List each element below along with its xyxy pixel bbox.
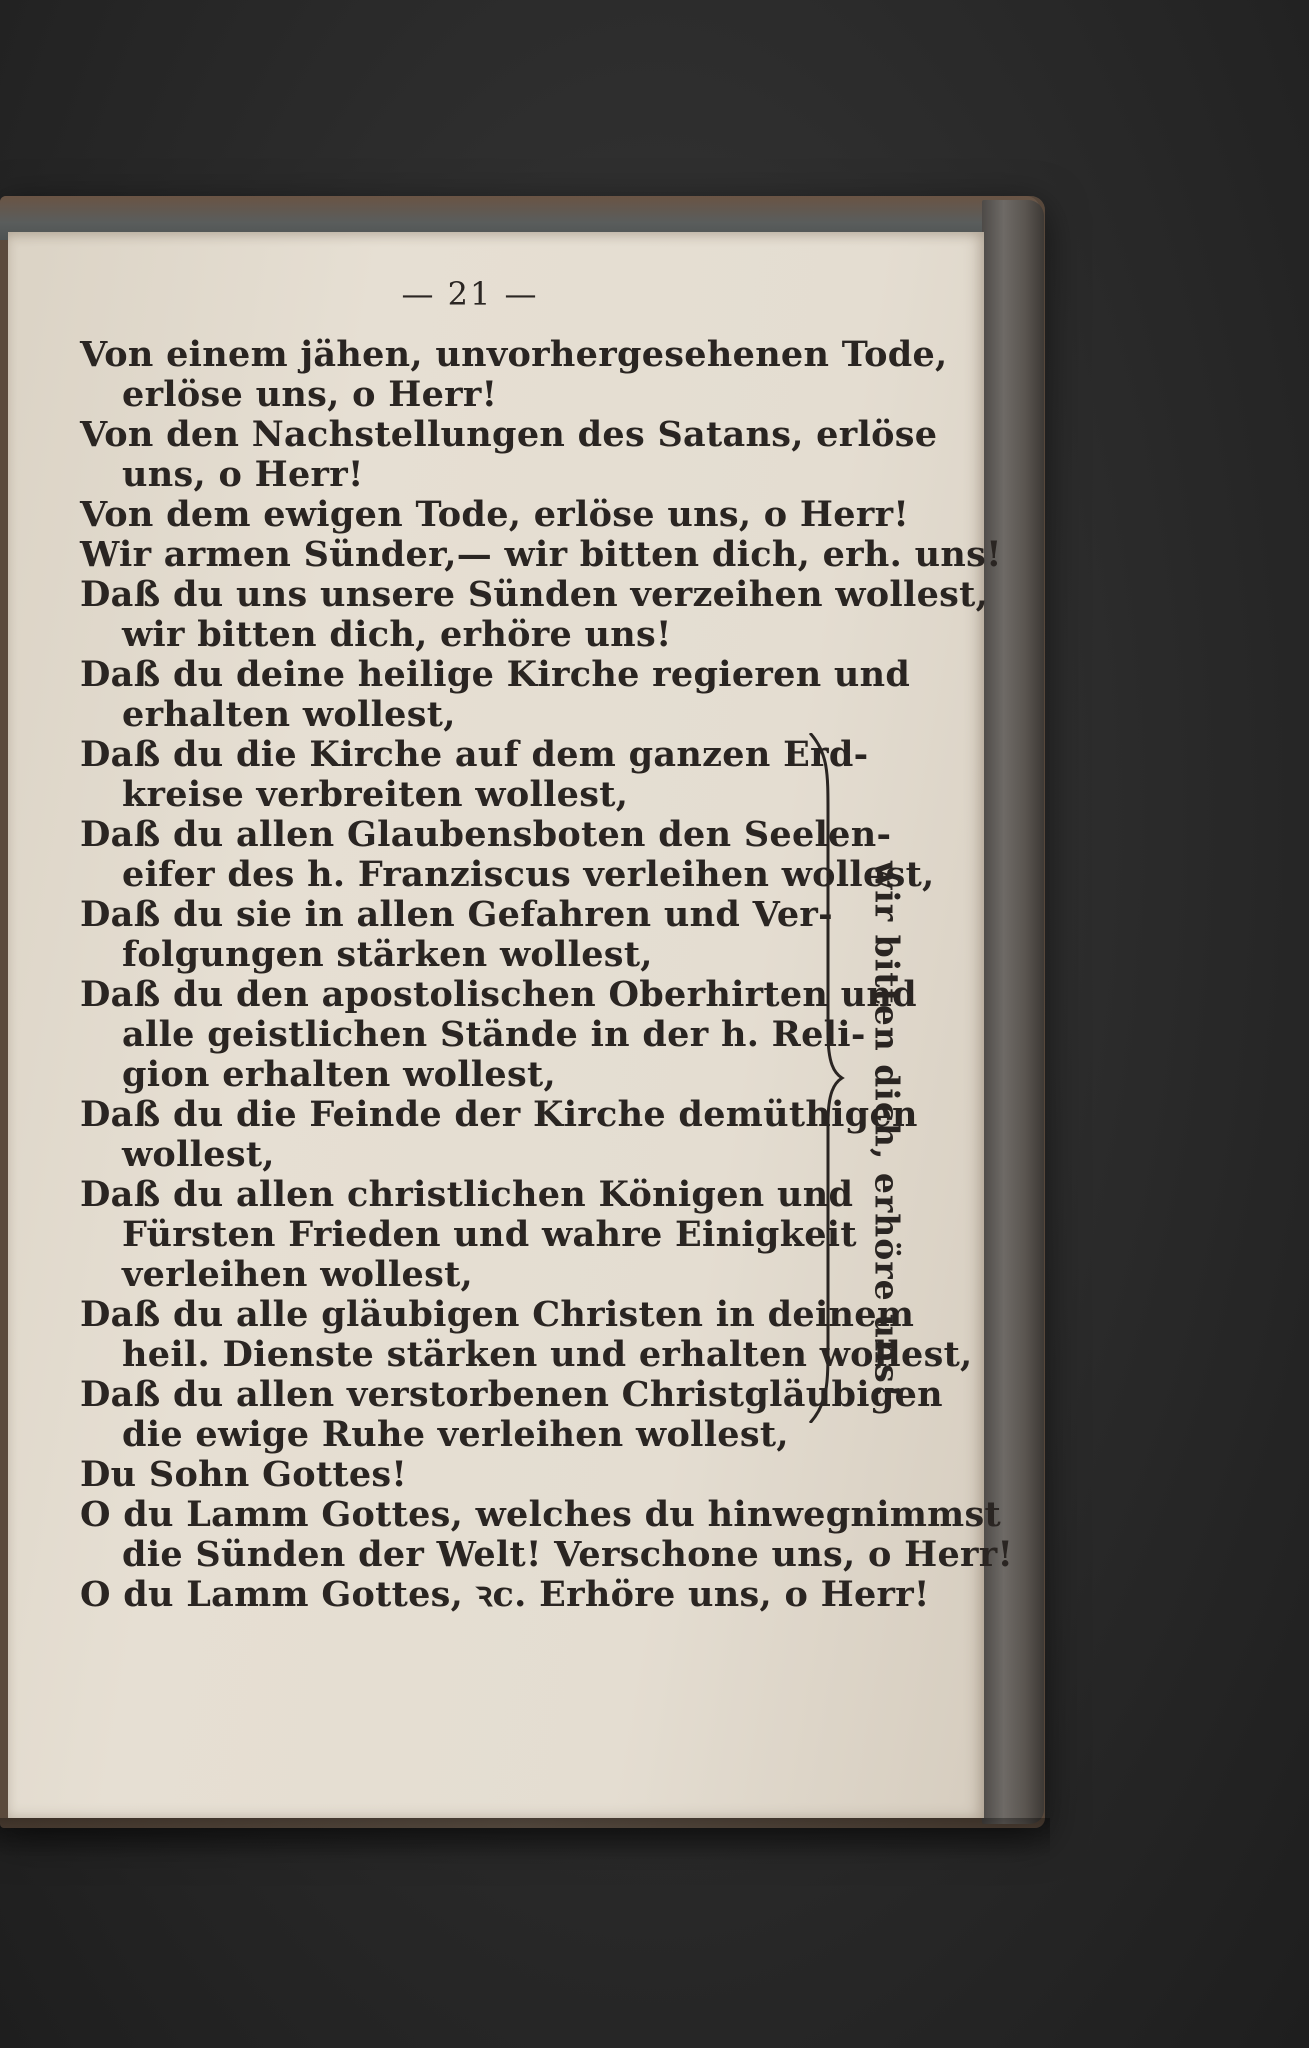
text-line: Daß du allen Glaubensboten den Seelen- [80, 814, 892, 855]
text-line: Daß du den apostolischen Oberhirten und [80, 974, 917, 1015]
text-line: O du Lamm Gottes, welches du hinwegnimmst [80, 1494, 1001, 1535]
curly-brace [806, 733, 846, 1423]
text-line: Daß du die Kirche auf dem ganzen Erd- [80, 734, 869, 775]
text-line: die Sünden der Welt! Verschone uns, o Herr! [122, 1534, 1014, 1575]
text-line: Du Sohn Gottes! [80, 1454, 408, 1495]
text-line: Daß du die Feinde der Kirche demüthigen [80, 1094, 918, 1135]
text-line: Daß du allen christlichen Königen und [80, 1174, 854, 1215]
text-line: gion erhalten wollest, [122, 1054, 556, 1095]
text-line: eifer des h. Franziscus verleihen wollest, [122, 854, 935, 895]
text-line: Daß du uns unsere Sünden verzeihen wollest, [80, 574, 989, 615]
text-line: Von dem ewigen Tode, erlöse uns, o Herr! [80, 494, 910, 535]
text-line: Daß du sie in allen Gefahren und Ver- [80, 894, 833, 935]
text-line: alle geistlichen Stände in der h. Reli- [122, 1014, 866, 1055]
text-line: verleihen wollest, [122, 1254, 474, 1295]
text-line: folgungen stärken wollest, [122, 934, 653, 975]
text-line: O du Lamm Gottes, ꝛc. Erhöre uns, o Herr! [80, 1574, 930, 1615]
text-line: Daß du alle gläubigen Christen in deinem [80, 1294, 915, 1335]
refrain-vertical [862, 860, 912, 1400]
text-line: Wir armen Sünder,— wir bitten dich, erh. uns! [80, 534, 1002, 575]
text-line: wir bitten dich, erhöre uns! [122, 614, 672, 655]
text-line: Daß du allen verstorbenen Christgläubigen [80, 1374, 943, 1415]
page-shadow [0, 1818, 1050, 1858]
text-line: erhalten wollest, [122, 694, 456, 735]
refrain-text: wir bitten dich, erhöre uns! [867, 860, 907, 1400]
text-line: Von einem jähen, unvorhergesehenen Tode, [80, 334, 948, 375]
book-fore-edge [982, 200, 1044, 1824]
text-line: Daß du deine heilige Kirche regieren und [80, 654, 911, 695]
text-line: heil. Dienste stärken und erhalten wollest, [122, 1334, 973, 1375]
text-line: die ewige Ruhe verleihen wollest, [122, 1414, 789, 1455]
text-line: uns, o Herr! [122, 454, 364, 495]
text-line: wollest, [122, 1134, 275, 1175]
text-line: kreise verbreiten wollest, [122, 774, 629, 815]
text-line: Fürsten Frieden und wahre Einigkeit [122, 1214, 857, 1255]
text-line: Von den Nachstellungen des Satans, erlöse [80, 414, 938, 455]
page-number: — 21 — [401, 275, 539, 313]
text-line: erlöse uns, o Herr! [122, 374, 498, 415]
